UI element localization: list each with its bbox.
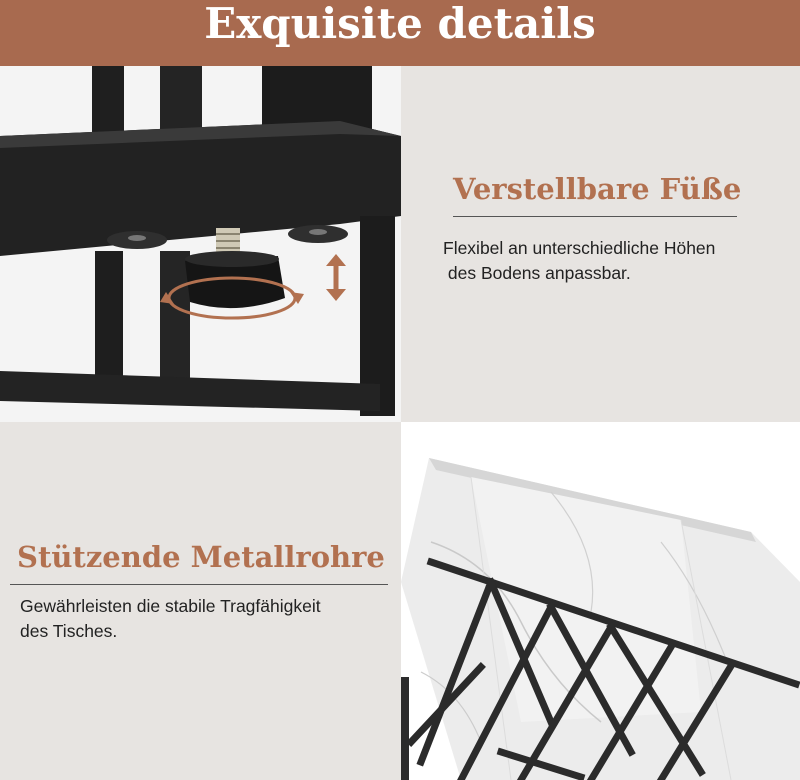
feature-text-feet-line2: des Bodens anpassbar. — [443, 263, 631, 283]
feature-text-tubes-line2: des Tisches. — [20, 621, 118, 641]
feature-heading-tubes: Stützende Metallrohre — [17, 540, 385, 574]
adjustable-foot-photo — [0, 66, 401, 422]
feature-heading-feet: Verstellbare Füße — [453, 172, 742, 206]
heading-divider — [453, 216, 737, 217]
header-banner — [0, 0, 800, 66]
feature-text-tubes-line1: Gewährleisten die stabile Tragfähigkeit — [20, 596, 321, 616]
metal-frame-photo — [401, 422, 800, 780]
banner-title: Exquisite details — [204, 0, 596, 48]
feature-panel-feet — [401, 66, 800, 422]
feature-text-feet-line1: Flexibel an unterschiedliche Höhen — [443, 238, 716, 258]
heading-divider — [10, 584, 388, 585]
feature-panel-tubes — [0, 422, 401, 780]
